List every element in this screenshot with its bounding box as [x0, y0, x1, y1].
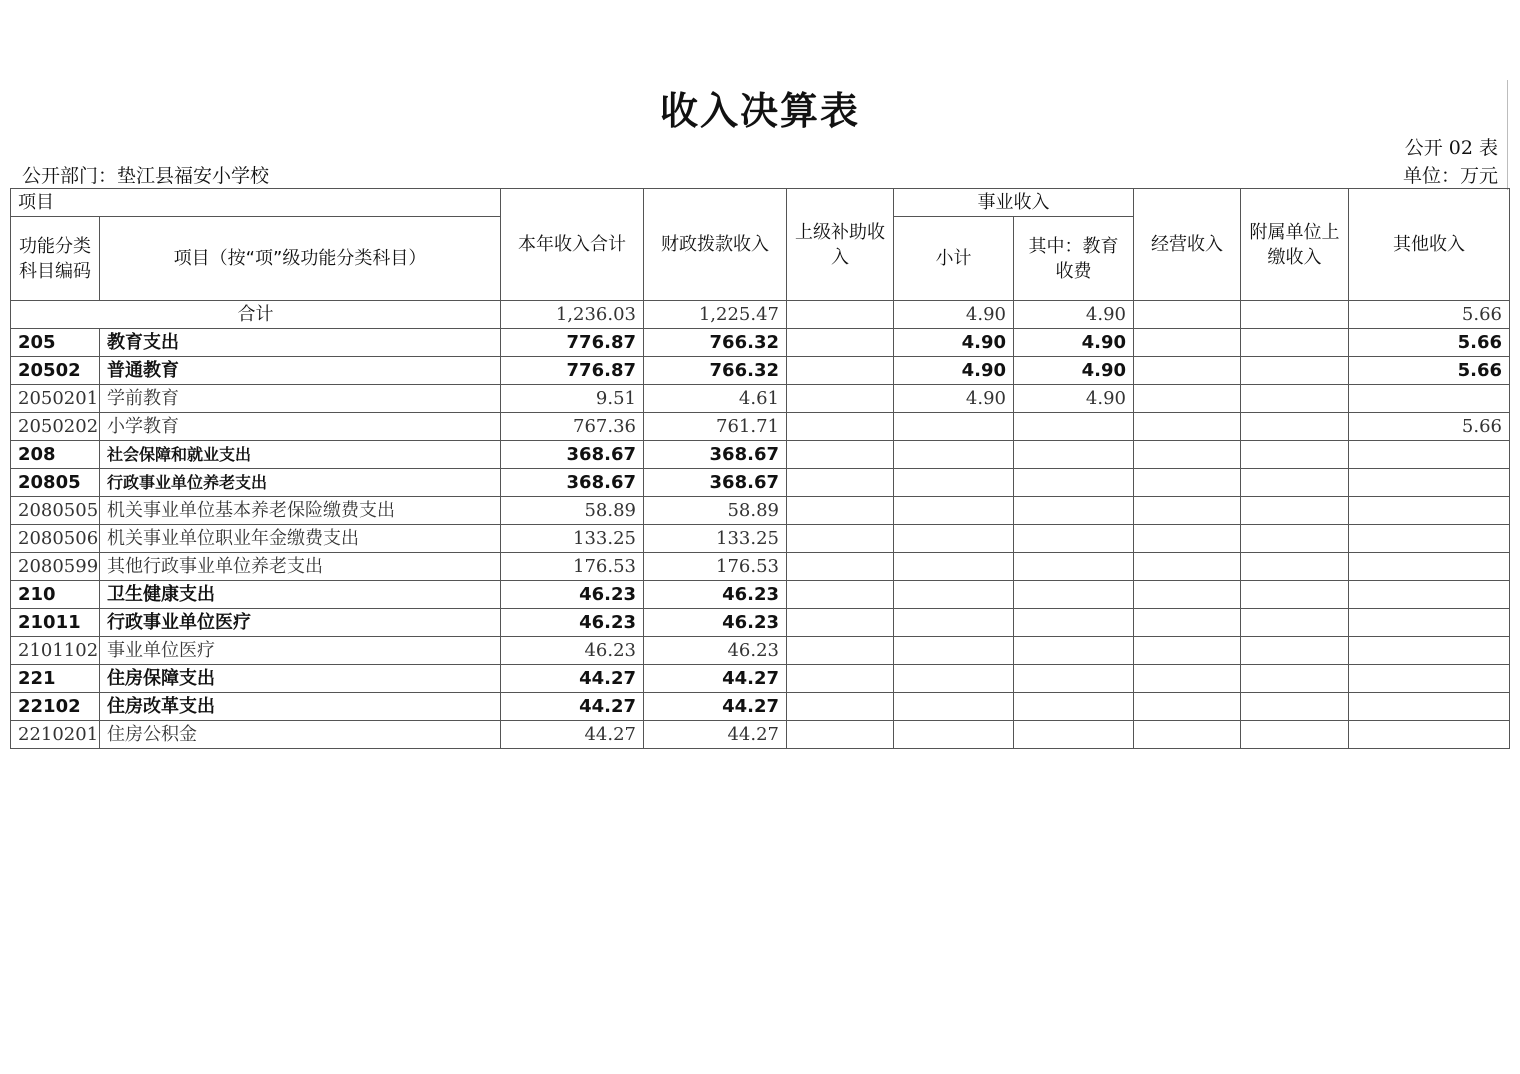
- row-code: 2080505: [11, 497, 100, 525]
- header-subsidiary-income: 附属单位上缴收入: [1241, 189, 1349, 301]
- subsidiary-income-cell: [1241, 693, 1349, 721]
- subsidiary-income-cell: [1241, 609, 1349, 637]
- table-row: [11, 553, 1510, 581]
- header-project: 项目: [11, 189, 501, 217]
- header-career-income: 事业收入: [894, 189, 1134, 217]
- subtotal-cell: 4.90: [894, 329, 1014, 357]
- total-income-cell: 776.87: [501, 357, 644, 385]
- subtotal-cell: [894, 553, 1014, 581]
- table-row: [11, 665, 1510, 693]
- unit-label: 单位：万元: [1402, 165, 1498, 187]
- table-row: [11, 441, 1510, 469]
- subtotal-cell: [894, 637, 1014, 665]
- other-income-cell: [1349, 609, 1510, 637]
- other-income-cell: [1349, 553, 1510, 581]
- fiscal-income-cell: 761.71: [644, 413, 787, 441]
- department-label: 公开部门：垫江县福安小学校: [22, 165, 270, 187]
- subsidiary-income-cell: [1241, 329, 1349, 357]
- other-income-cell: 5.66: [1349, 329, 1510, 357]
- superior-subsidy-cell: [787, 553, 894, 581]
- row-name: 教育支出: [100, 329, 501, 357]
- subsidiary-income-cell: [1241, 665, 1349, 693]
- fiscal-income-cell: 46.23: [644, 609, 787, 637]
- subsidiary-income-cell: [1241, 441, 1349, 469]
- header-education-fees: 其中：教育收费: [1014, 217, 1134, 301]
- subtotal-cell: [894, 665, 1014, 693]
- superior-subsidy-cell: [787, 301, 894, 329]
- education-fees-cell: [1014, 469, 1134, 497]
- row-name: 社会保障和就业支出: [100, 441, 501, 469]
- other-income-cell: [1349, 665, 1510, 693]
- fiscal-income-cell: 368.67: [644, 469, 787, 497]
- header-func-code: 功能分类科目编码: [11, 217, 100, 301]
- fiscal-income-cell: 44.27: [644, 721, 787, 749]
- row-name: 事业单位医疗: [100, 637, 501, 665]
- operating-income-cell: [1134, 301, 1241, 329]
- total-income-cell: 44.27: [501, 721, 644, 749]
- row-name: 机关事业单位职业年金缴费支出: [100, 525, 501, 553]
- fiscal-income-cell: 46.23: [644, 581, 787, 609]
- row-name: 行政事业单位医疗: [100, 609, 501, 637]
- row-name: 行政事业单位养老支出: [100, 469, 501, 497]
- table-row: [11, 581, 1510, 609]
- operating-income-cell: [1134, 553, 1241, 581]
- table-row: [11, 525, 1510, 553]
- education-fees-cell: [1014, 665, 1134, 693]
- row-name: 普通教育: [100, 357, 501, 385]
- superior-subsidy-cell: [787, 469, 894, 497]
- education-fees-cell: [1014, 609, 1134, 637]
- education-fees-cell: [1014, 525, 1134, 553]
- operating-income-cell: [1134, 637, 1241, 665]
- table-row: [11, 385, 1510, 413]
- fiscal-income-cell: 368.67: [644, 441, 787, 469]
- total-row: [11, 301, 1510, 329]
- total-income-cell: 368.67: [501, 441, 644, 469]
- education-fees-cell: [1014, 497, 1134, 525]
- total-income-cell: 46.23: [501, 609, 644, 637]
- superior-subsidy-cell: [787, 637, 894, 665]
- subtotal-cell: [894, 441, 1014, 469]
- operating-income-cell: [1134, 525, 1241, 553]
- superior-subsidy-cell: [787, 385, 894, 413]
- superior-subsidy-cell: [787, 665, 894, 693]
- fiscal-income-cell: 176.53: [644, 553, 787, 581]
- superior-subsidy-cell: [787, 441, 894, 469]
- subtotal-cell: [894, 497, 1014, 525]
- total-income-cell: 133.25: [501, 525, 644, 553]
- header-subtotal: 小计: [894, 217, 1014, 301]
- row-code: 221: [11, 665, 100, 693]
- subsidiary-income-cell: [1241, 413, 1349, 441]
- fiscal-income-cell: 4.61: [644, 385, 787, 413]
- row-name: 其他行政事业单位养老支出: [100, 553, 501, 581]
- row-code: 20502: [11, 357, 100, 385]
- subtotal-cell: 4.90: [894, 357, 1014, 385]
- form-code: 公开 02 表: [1404, 137, 1498, 159]
- other-income-cell: [1349, 525, 1510, 553]
- row-code: 22102: [11, 693, 100, 721]
- row-name: 小学教育: [100, 413, 501, 441]
- header-superior-subsidy: 上级补助收入: [787, 189, 894, 301]
- right-divider: [1507, 80, 1508, 190]
- subsidiary-income-cell: [1241, 721, 1349, 749]
- education-fees-cell: [1014, 441, 1134, 469]
- subtotal-cell: [894, 581, 1014, 609]
- total-income-cell: 46.23: [501, 637, 644, 665]
- subsidiary-income-cell: [1241, 637, 1349, 665]
- row-code: 20805: [11, 469, 100, 497]
- subtotal-cell: 4.90: [894, 301, 1014, 329]
- header-project-name: 项目（按“项”级功能分类科目）: [100, 217, 501, 301]
- row-code: 2050202: [11, 413, 100, 441]
- subtotal-cell: [894, 413, 1014, 441]
- education-fees-cell: 4.90: [1014, 385, 1134, 413]
- superior-subsidy-cell: [787, 721, 894, 749]
- row-name: 住房保障支出: [100, 665, 501, 693]
- row-code: 21011: [11, 609, 100, 637]
- operating-income-cell: [1134, 357, 1241, 385]
- table-row: [11, 357, 1510, 385]
- subsidiary-income-cell: [1241, 553, 1349, 581]
- operating-income-cell: [1134, 385, 1241, 413]
- table-row: [11, 497, 1510, 525]
- other-income-cell: 5.66: [1349, 413, 1510, 441]
- total-income-cell: 44.27: [501, 693, 644, 721]
- total-label: 合计: [11, 301, 501, 329]
- operating-income-cell: [1134, 609, 1241, 637]
- fiscal-income-cell: 46.23: [644, 637, 787, 665]
- row-code: 2101102: [11, 637, 100, 665]
- subsidiary-income-cell: [1241, 385, 1349, 413]
- subtotal-cell: 4.90: [894, 385, 1014, 413]
- fiscal-income-cell: 1,225.47: [644, 301, 787, 329]
- operating-income-cell: [1134, 581, 1241, 609]
- table-row: [11, 721, 1510, 749]
- fiscal-income-cell: 133.25: [644, 525, 787, 553]
- fiscal-income-cell: 766.32: [644, 357, 787, 385]
- other-income-cell: [1349, 721, 1510, 749]
- total-income-cell: 767.36: [501, 413, 644, 441]
- table-body: [11, 301, 1510, 749]
- other-income-cell: [1349, 469, 1510, 497]
- row-name: 住房改革支出: [100, 693, 501, 721]
- header-total-income: 本年收入合计: [501, 189, 644, 301]
- subsidiary-income-cell: [1241, 581, 1349, 609]
- operating-income-cell: [1134, 413, 1241, 441]
- superior-subsidy-cell: [787, 413, 894, 441]
- education-fees-cell: [1014, 413, 1134, 441]
- row-code: 210: [11, 581, 100, 609]
- other-income-cell: [1349, 385, 1510, 413]
- operating-income-cell: [1134, 665, 1241, 693]
- income-table: [10, 188, 1510, 749]
- education-fees-cell: 4.90: [1014, 329, 1134, 357]
- operating-income-cell: [1134, 441, 1241, 469]
- education-fees-cell: [1014, 637, 1134, 665]
- total-income-cell: 1,236.03: [501, 301, 644, 329]
- superior-subsidy-cell: [787, 525, 894, 553]
- other-income-cell: [1349, 637, 1510, 665]
- total-income-cell: 368.67: [501, 469, 644, 497]
- row-code: 2080599: [11, 553, 100, 581]
- subsidiary-income-cell: [1241, 469, 1349, 497]
- total-income-cell: 58.89: [501, 497, 644, 525]
- total-income-cell: 44.27: [501, 665, 644, 693]
- education-fees-cell: [1014, 721, 1134, 749]
- superior-subsidy-cell: [787, 693, 894, 721]
- table-row: [11, 469, 1510, 497]
- row-name: 住房公积金: [100, 721, 501, 749]
- other-income-cell: 5.66: [1349, 301, 1510, 329]
- superior-subsidy-cell: [787, 497, 894, 525]
- other-income-cell: [1349, 497, 1510, 525]
- other-income-cell: [1349, 581, 1510, 609]
- superior-subsidy-cell: [787, 581, 894, 609]
- total-income-cell: 176.53: [501, 553, 644, 581]
- header-operating-income: 经营收入: [1134, 189, 1241, 301]
- row-code: 2080506: [11, 525, 100, 553]
- row-name: 卫生健康支出: [100, 581, 501, 609]
- total-income-cell: 9.51: [501, 385, 644, 413]
- row-code: 2210201: [11, 721, 100, 749]
- education-fees-cell: [1014, 693, 1134, 721]
- fiscal-income-cell: 44.27: [644, 665, 787, 693]
- operating-income-cell: [1134, 497, 1241, 525]
- table-row: [11, 413, 1510, 441]
- table-row: [11, 329, 1510, 357]
- page-title: 收入决算表: [659, 89, 860, 133]
- row-code: 205: [11, 329, 100, 357]
- header-fiscal-income: 财政拨款收入: [644, 189, 787, 301]
- table-row: [11, 609, 1510, 637]
- header-other-income: 其他收入: [1349, 189, 1510, 301]
- education-fees-cell: 4.90: [1014, 301, 1134, 329]
- education-fees-cell: [1014, 553, 1134, 581]
- fiscal-income-cell: 58.89: [644, 497, 787, 525]
- superior-subsidy-cell: [787, 329, 894, 357]
- subsidiary-income-cell: [1241, 497, 1349, 525]
- fiscal-income-cell: 766.32: [644, 329, 787, 357]
- subtotal-cell: [894, 721, 1014, 749]
- row-code: 208: [11, 441, 100, 469]
- subtotal-cell: [894, 693, 1014, 721]
- operating-income-cell: [1134, 721, 1241, 749]
- operating-income-cell: [1134, 469, 1241, 497]
- subtotal-cell: [894, 609, 1014, 637]
- education-fees-cell: [1014, 581, 1134, 609]
- other-income-cell: 5.66: [1349, 357, 1510, 385]
- total-income-cell: 776.87: [501, 329, 644, 357]
- row-name: 机关事业单位基本养老保险缴费支出: [100, 497, 501, 525]
- superior-subsidy-cell: [787, 357, 894, 385]
- fiscal-income-cell: 44.27: [644, 693, 787, 721]
- subtotal-cell: [894, 525, 1014, 553]
- other-income-cell: [1349, 693, 1510, 721]
- total-income-cell: 46.23: [501, 581, 644, 609]
- table-row: [11, 693, 1510, 721]
- subtotal-cell: [894, 469, 1014, 497]
- operating-income-cell: [1134, 693, 1241, 721]
- superior-subsidy-cell: [787, 609, 894, 637]
- other-income-cell: [1349, 441, 1510, 469]
- subsidiary-income-cell: [1241, 301, 1349, 329]
- row-name: 学前教育: [100, 385, 501, 413]
- subsidiary-income-cell: [1241, 357, 1349, 385]
- education-fees-cell: 4.90: [1014, 357, 1134, 385]
- table-row: [11, 637, 1510, 665]
- operating-income-cell: [1134, 329, 1241, 357]
- subsidiary-income-cell: [1241, 525, 1349, 553]
- row-code: 2050201: [11, 385, 100, 413]
